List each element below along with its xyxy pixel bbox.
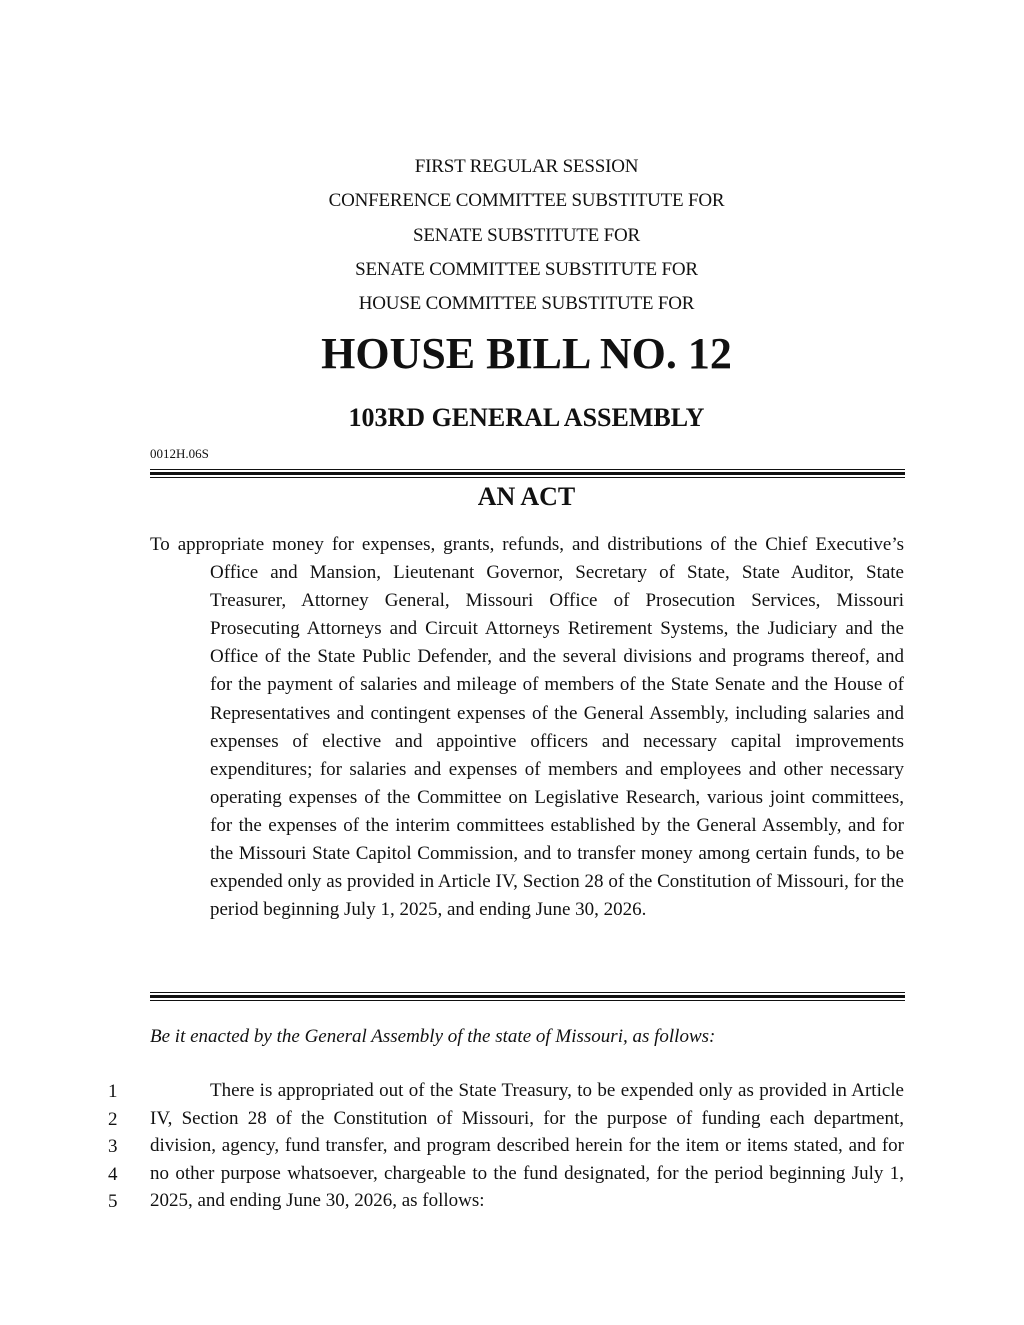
line-number: 2 (108, 1109, 118, 1130)
section-text: There is appropriated out of the State Treasury, to be expended only as provided in Article IV, Section 28 of the Constitution of Missouri, for the purpose of funding each department, division, agency, fund transfer, and program described herein for the item or items stated, and for no other purpose whatsoever, chargeable to the fund designated, for the period beginning July 1, 2025, and ending June 30, 2026, as follows: (150, 1080, 904, 1212)
line-number: 1 (108, 1081, 118, 1102)
act-title-text: To appropriate money for expenses, grants, refunds, and distributions of the Chief Executive’s Office and Mansion, Lieutenant Governor, Secretary of State, State Auditor, State Treasurer, Attorney General, Missouri Office of Prosecution Services, Missouri Prosecuting Attorneys and Circuit Attorneys Retirement Systems, the Judiciary and the Office of the State Public Defender, and the several divisions and programs thereof, and for the payment of salaries and mileage of members of the State Senate and the House of Representatives and contingent expenses of the General Assembly, including salaries and expenses of elective and appointive officers and necessary capital improvements expenditures; for salaries and expenses of members and employees and other necessary operating expenses of the Committee on Legislative Research, various joint committees, for the expenses of the interim committees established by the General Assembly, and for the Missouri State Capitol Commission, and to transfer money among certain funds, to be expended only as provided in Article IV, Section 28 of the Constitution of Missouri, for the period beginning July 1, 2025, and ending June 30, 2026. (150, 534, 904, 921)
line-number: 4 (108, 1164, 118, 1185)
substitute-line: HOUSE COMMITTEE SUBSTITUTE FOR (358, 293, 695, 314)
bill-title: HOUSE BILL NO. 12 (321, 329, 732, 378)
document-code: 0012H.06S (150, 446, 209, 461)
line-number: 3 (108, 1136, 118, 1157)
session-line: FIRST REGULAR SESSION (414, 156, 639, 177)
general-assembly: 103RD GENERAL ASSEMBLY (348, 403, 705, 432)
act-heading: AN ACT (477, 482, 576, 511)
top-divider (150, 469, 905, 478)
line-number: 5 (108, 1191, 118, 1212)
substitute-line: CONFERENCE COMMITTEE SUBSTITUTE FOR (328, 190, 725, 211)
bottom-divider (150, 992, 905, 1001)
substitute-line: SENATE SUBSTITUTE FOR (413, 225, 640, 246)
substitute-line: SENATE COMMITTEE SUBSTITUTE FOR (355, 259, 698, 280)
enacting-clause: Be it enacted by the General Assembly of the state of Missouri, as follows: (150, 1026, 716, 1047)
